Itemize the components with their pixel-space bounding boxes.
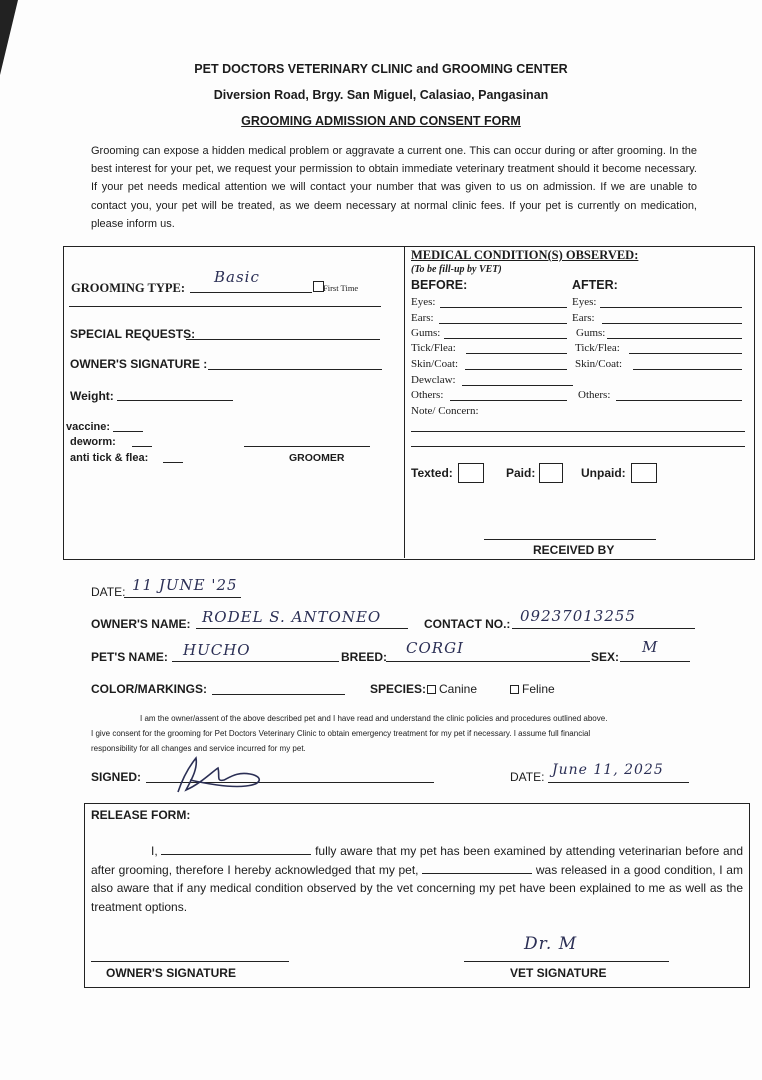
anti-tick-line[interactable] [163,462,183,463]
breed-value[interactable]: CORGI [406,639,464,657]
note-concern-label: Note/ Concern: [411,405,479,417]
paid-checkbox[interactable] [539,463,563,483]
special-requests-label: SPECIAL REQUESTS: [70,327,196,341]
owner-name-label: OWNER'S NAME: [91,617,191,631]
before-row-line[interactable] [440,307,567,308]
after-row-label: Eyes: [572,296,597,308]
release-text-2: fully aware that my pet has been examined by attending veterinarian before and after grooming, therefore I hereby acknowledged that my pet, [91,844,743,877]
before-row-label: Tick/Flea: [411,342,456,354]
weight-label: Weight: [70,389,114,403]
consent-line-3: responsibility for all changes and service incurred for my pet. [91,744,306,753]
after-row-line[interactable] [629,353,742,354]
sex-line [620,661,690,662]
before-row-label: Dewclaw: [411,374,456,386]
release-owner-signature-line[interactable] [91,961,289,962]
grooming-type-extra-line [69,306,381,307]
before-row-line[interactable] [462,385,573,386]
after-row-label: Ears: [572,312,595,324]
first-time-label: First Time [323,283,359,293]
release-text-3: was released in a good condition, I am also aware that if any medical condition observed by the vet concerning my pet have been explained to me as well as the treatment options. [91,862,743,914]
date-line [124,597,241,598]
date-value[interactable]: 11 JUNE '25 [132,576,238,594]
before-row-line[interactable] [466,353,567,354]
clinic-address: Diversion Road, Brgy. San Miguel, Calasiao, Pangasinan [213,88,549,102]
form-title: GROOMING ADMISSION AND CONSENT FORM [241,114,521,128]
before-row-label: Ears: [411,312,434,324]
before-row-label: Eyes: [411,296,436,308]
before-row-line[interactable] [465,369,567,370]
consent-date-line [548,782,689,783]
texted-checkbox[interactable] [458,463,484,483]
groomer-signature-line[interactable] [244,446,370,447]
weight-line[interactable] [117,400,233,401]
sex-label: SEX: [591,650,620,664]
contact-label: CONTACT NO.: [424,617,511,631]
clinic-name: PET DOCTORS VETERINARY CLINIC and GROOMING CENTER [194,62,568,76]
release-pet-blank[interactable] [422,862,532,874]
release-vet-signature-label: VET SIGNATURE [510,966,607,980]
signed-label: SIGNED: [91,770,142,784]
before-row-line[interactable] [444,338,567,339]
received-by-line[interactable] [484,539,656,540]
after-row-line[interactable] [602,323,742,324]
after-row-label: Skin/Coat: [575,358,623,370]
sex-value[interactable]: M [642,638,659,656]
note-line-1[interactable] [411,431,745,432]
grooming-type-value[interactable]: Basic [214,268,260,286]
box-divider [404,247,405,558]
owner-signature-scribble [160,750,275,800]
after-row-label: Others: [578,389,611,401]
contact-line [512,628,695,629]
release-owner-signature-label: OWNER'S SIGNATURE [106,966,236,980]
before-row-label: Skin/Coat: [411,358,459,370]
contact-value[interactable]: 09237013255 [520,607,636,625]
vaccine-line[interactable] [113,431,143,432]
special-requests-line[interactable] [186,339,380,340]
grooming-type-label: GROOMING TYPE: [71,281,186,295]
owner-name-line [196,628,408,629]
release-vet-signature-line [464,961,669,962]
before-row-line[interactable] [439,323,567,324]
deworm-label: deworm: [70,436,116,448]
intro-paragraph: Grooming can expose a hidden medical problem or aggravate a current one. This can occur during or after grooming. In the best interest for your pet, we request your permission to obtain immediate veterinary treatment should it become necessary. If your pet needs medical attention we will contact your number that was given to us on admission. If we are unable to contact you, your pet will be treated, as we deem necessary at normal clinic fees. If your pet is currently on medication, please inform us. [91,145,697,230]
after-row-line[interactable] [616,400,742,401]
grooming-type-line [190,292,312,293]
vaccine-label: vaccine: [66,421,111,433]
unpaid-checkbox[interactable] [631,463,657,483]
paid-label: Paid: [506,466,536,480]
before-row-label: Gums: [411,327,441,339]
date-label: DATE: [91,585,126,599]
canine-label: Canine [439,682,478,696]
owner-signature-line[interactable] [208,369,382,370]
breed-label: BREED: [341,650,388,664]
consent-line-2: I give consent for the grooming for Pet Doctors Veterinary Clinic to obtain emergency treatment for my pet if necessary. I assume full financial [91,729,591,738]
feline-checkbox[interactable] [510,685,519,694]
after-row-label: Tick/Flea: [575,342,620,354]
breed-line [386,661,590,662]
groomer-label: GROOMER [289,452,345,464]
species-label: SPECIES: [370,682,427,696]
received-by-label: RECEIVED BY [533,543,615,557]
after-row-line[interactable] [607,338,742,339]
pet-name-value[interactable]: HUCHO [183,641,251,659]
pet-name-line [172,661,339,662]
unpaid-label: Unpaid: [581,466,626,480]
anti-tick-label: anti tick & flea: [70,452,149,464]
consent-date-label: DATE: [510,770,545,784]
deworm-line[interactable] [132,446,152,447]
consent-date-value[interactable]: June 11, 2025 [552,762,664,778]
medical-title: MEDICAL CONDITION(S) OBSERVED: [411,248,639,262]
before-row-label: Others: [411,389,444,401]
vet-signature-value[interactable]: Dr. M [524,934,578,954]
owner-name-value[interactable]: RODEL S. ANTONEO [202,608,382,626]
before-row-line[interactable] [450,400,567,401]
after-label: AFTER: [572,278,618,292]
medical-subtitle: (To be fill-up by VET) [411,264,502,275]
owner-signature-label: OWNER'S SIGNATURE : [70,357,208,371]
after-row-label: Gums: [576,327,606,339]
note-line-2[interactable] [411,446,745,447]
feline-label: Feline [522,682,555,696]
before-label: BEFORE: [411,278,468,292]
pet-name-label: PET'S NAME: [91,650,168,664]
canine-checkbox[interactable] [427,685,436,694]
release-paragraph [91,842,743,916]
release-title: RELEASE FORM: [91,808,191,822]
color-markings-line[interactable] [212,694,345,695]
after-row-line[interactable] [633,369,742,370]
consent-line-1: I am the owner/assent of the above described pet and I have read and understand the clinic policies and procedures outlined above. [140,714,608,723]
after-row-line[interactable] [600,307,742,308]
release-text-1: I, [151,844,158,858]
color-markings-label: COLOR/MARKINGS: [91,682,207,696]
release-owner-blank[interactable] [161,843,311,855]
texted-label: Texted: [411,466,453,480]
